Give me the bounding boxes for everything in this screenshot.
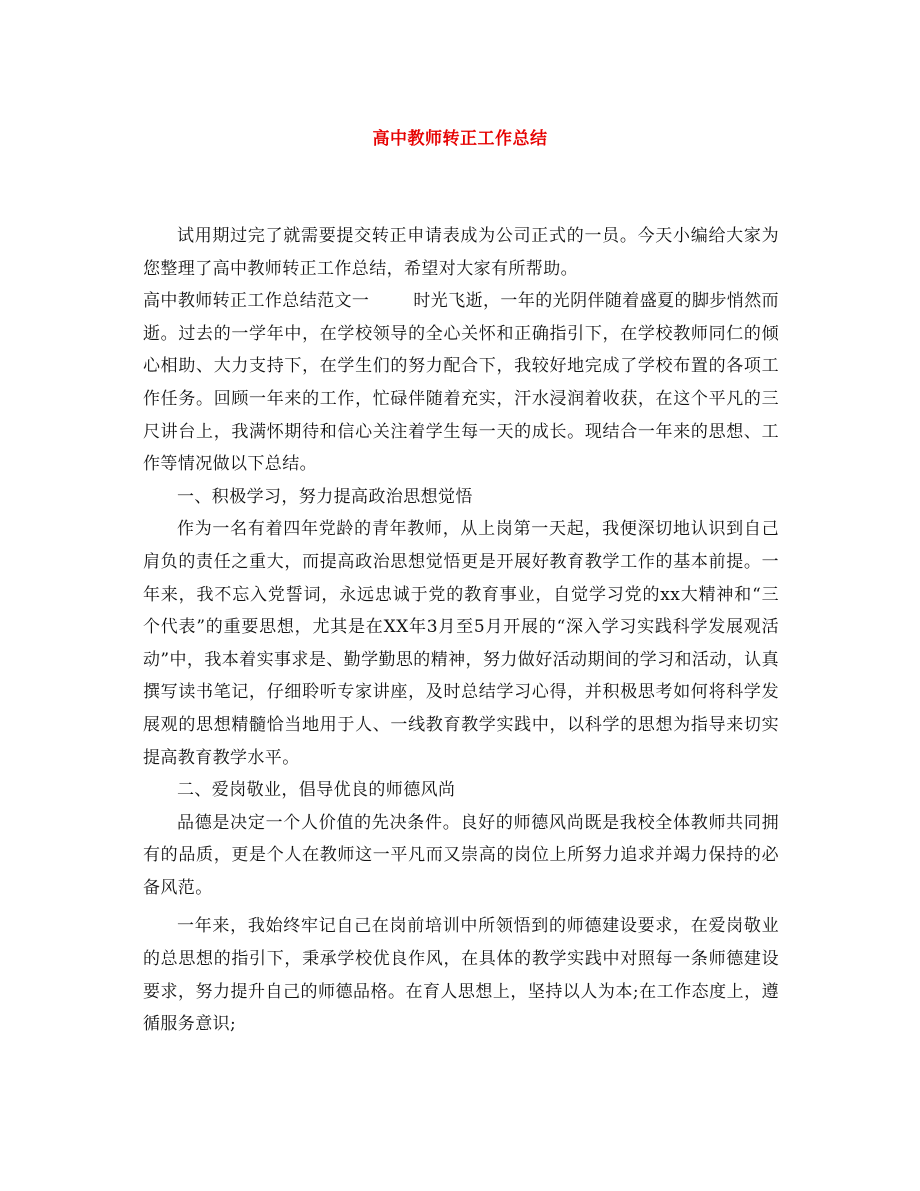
document-body bbox=[143, 220, 779, 1041]
paragraph-3: 品德是决定一个人价值的先决条件。良好的师德风尚既是我校全体教师共同拥有的品质，更是个人在教师这一平凡而又崇高的岗位上所努力追求并竭力保持的必备风范。 bbox=[143, 812, 779, 898]
paragraph-1: 时光飞逝，一年的光阴伴随着盛夏的脚步悄然而逝。过去的一学年中，在学校领导的全心关怀和正确指引下，在学校教师同仁的倾心相助、大力支持下，在学生们的努力配合下，我较好地完成了学校布置的各项工作任务。回顾一年来的工作，忙碌伴随着充实，汗水浸润着收获，在这个平凡的三尺讲台上，我满怀期待和信心关注着学生每一天的成长。现结合一年来的思想、工作等情况做以下总结。 bbox=[143, 291, 779, 475]
intro-paragraph: 试用期过完了就需要提交转正申请表成为公司正式的一员。今天小编给大家为您整理了高中教师转正工作总结，希望对大家有所帮助。 bbox=[143, 226, 779, 279]
section-heading-2: 二、爱岗敬业，倡导优良的师德风尚 bbox=[177, 780, 456, 801]
sample-label: 高中教师转正工作总结范文一 bbox=[143, 291, 370, 312]
document-title: 高中教师转正工作总结 bbox=[372, 129, 548, 149]
paragraph-2: 作为一名有着四年党龄的青年教师，从上岗第一天起，我便深切地认识到自己肩负的责任之重大，而提高政治思想觉悟更是开展好教育教学工作的基本前提。一年来，我不忘入党誓词，永远忠诚于党的教育事业，自觉学习党的xx大精神和“三个代表”的重要思想，尤其是在XX年3月至5月开展的“深入学习实践科学发展观活动”中，我本着实事求是、勤学勤思的精神，努力做好活动期间的学习和活动，认真撰写读书笔记，仔细聆听专家讲座，及时总结学习心得，并积极思考如何将科学发展观的思想精髓恰当地用于人、一线教育教学实践中，以科学的思想为指导来切实提高教育教学水平。 bbox=[143, 519, 779, 768]
sample-paragraph bbox=[143, 285, 779, 481]
paragraph-4: 一年来，我始终牢记自己在岗前培训中所领悟到的师德建设要求，在爱岗敬业的总思想的指引下，秉承学校优良作风，在具体的教学实践中对照每一条师德建设要求，努力提升自己的师德品格。在育人思想上，坚持以人为本;在工作态度上，遵循服务意识; bbox=[143, 916, 779, 1035]
section-heading-1: 一、积极学习，努力提高政治思想觉悟 bbox=[177, 486, 473, 507]
